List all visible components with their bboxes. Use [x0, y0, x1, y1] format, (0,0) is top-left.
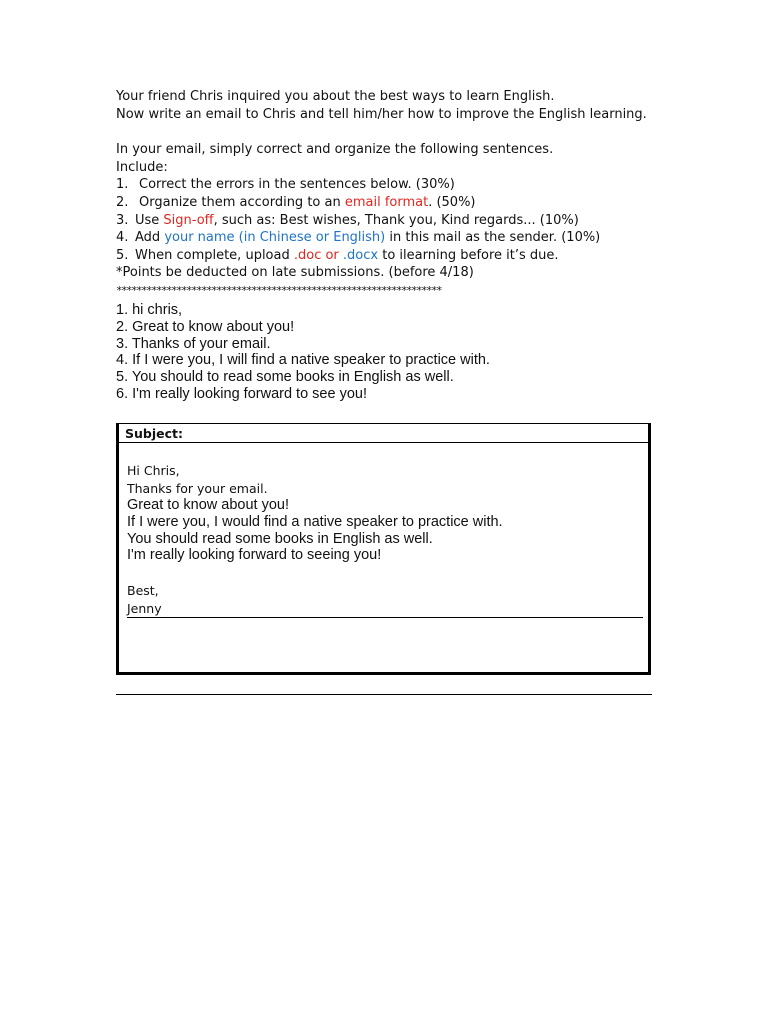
list-item: 5. You should to read some books in English as well.: [116, 369, 454, 386]
highlight-your-name: your name (in Chinese or English): [164, 230, 386, 246]
email-line: Thanks for your email.: [127, 480, 268, 496]
email-greeting: Hi Chris,: [127, 463, 180, 478]
email-line: I'm really looking forward to seeing you!: [127, 547, 382, 564]
sentence-list: [116, 302, 490, 403]
subject-label: Subject:: [125, 426, 183, 441]
list-item: 3. Thanks of your email.: [116, 335, 271, 352]
email-sender: Jenny: [127, 600, 162, 616]
email-answer-box: [116, 423, 651, 675]
requirement-2: 2. Organize them according to an email format. (50%): [116, 194, 476, 210]
requirement-5: 5. When complete, upload .doc or .docx to ilearning before it’s due.: [116, 247, 559, 263]
email-line: You should read some books in English as well.: [127, 530, 433, 547]
separator-line: *****************************************************************: [116, 284, 442, 297]
highlight-sign-off: Sign-off: [163, 212, 214, 228]
requirement-1: 1. Correct the errors in the sentences below. (30%): [116, 177, 455, 193]
intro-line-3: In your email, simply correct and organize the following sentences.: [116, 142, 554, 158]
instructions: [116, 88, 716, 282]
intro-line-2: Now write an email to Chris and tell him/her how to improve the English learning.: [116, 106, 647, 122]
email-line: Great to know about you!: [127, 497, 290, 513]
include-label: Include:: [116, 159, 168, 175]
highlight-doc: .doc or: [293, 247, 343, 263]
intro-line-1: Your friend Chris inquired you about the best ways to learn English.: [116, 89, 555, 104]
list-item: 1. hi chris,: [116, 302, 183, 318]
highlight-email-format: email format: [344, 194, 429, 210]
divider: [127, 617, 643, 618]
list-item: 4. If I were you, I will find a native speaker to practice with.: [116, 352, 490, 369]
requirement-3: 3. Use Sign-off, such as: Best wishes, Thank you, Kind regards... (10%): [116, 212, 579, 228]
list-item: 6. I'm really looking forward to see you!: [116, 385, 367, 402]
points-note: *Points be deducted on late submissions. (before 4/18): [116, 265, 474, 281]
highlight-docx: .docx: [342, 247, 379, 263]
list-item: 2. Great to know about you!: [116, 318, 295, 335]
divider: [116, 694, 652, 695]
email-body: [127, 462, 503, 617]
email-line: If I were you, I would find a native speaker to practice with.: [127, 513, 503, 530]
email-signoff: Best,: [127, 583, 159, 599]
requirement-4: 4. Add your name (in Chinese or English) in this mail as the sender. (10%): [116, 230, 601, 246]
subject-row: [119, 424, 648, 443]
